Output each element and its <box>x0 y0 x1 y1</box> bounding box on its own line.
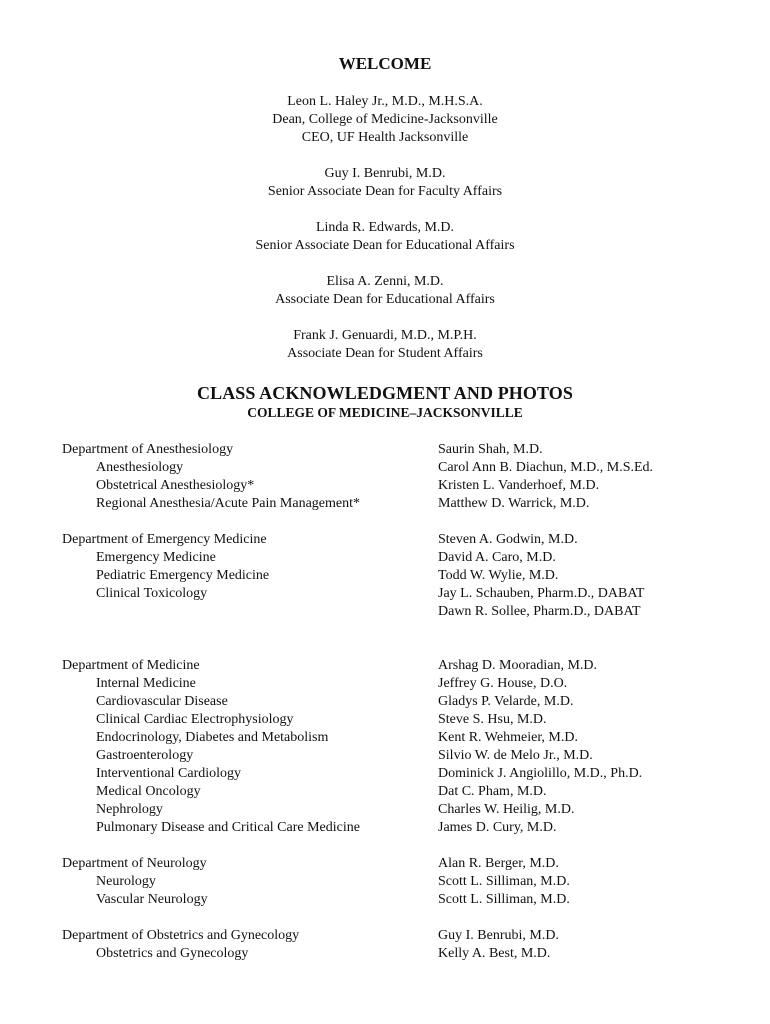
table-row <box>62 927 762 945</box>
section-subtitle: COLLEGE OF MEDICINE–JACKSONVILLE <box>247 405 523 420</box>
officer-block <box>0 165 770 201</box>
division-director: Matthew D. Warrick, M.D. <box>438 496 590 511</box>
table-row <box>62 729 762 747</box>
division-name: Obstetrics and Gynecology <box>96 946 249 961</box>
division-name: Endocrinology, Diabetes and Metabolism <box>96 730 329 745</box>
division-name: Anesthesiology <box>96 460 184 475</box>
division-director: David A. Caro, M.D. <box>438 550 556 565</box>
department-name: Department of Medicine <box>62 658 200 673</box>
division-name: Medical Oncology <box>96 784 201 799</box>
table-row <box>62 495 762 513</box>
department-chair: Guy I. Benrubi, M.D. <box>438 928 559 943</box>
table-row <box>62 585 762 603</box>
officer-block <box>0 273 770 309</box>
table-row <box>62 873 762 891</box>
division-name: Clinical Toxicology <box>96 586 208 601</box>
division-director: Gladys P. Velarde, M.D. <box>438 694 574 709</box>
department-block <box>62 657 762 837</box>
table-row <box>62 657 762 675</box>
department-block <box>62 927 762 963</box>
division-name: Regional Anesthesia/Acute Pain Management* <box>96 496 360 511</box>
division-director: Kelly A. Best, M.D. <box>438 946 551 961</box>
department-chair: Arshag D. Mooradian, M.D. <box>438 658 598 673</box>
officer-name: Guy I. Benrubi, M.D. <box>324 166 446 181</box>
table-row <box>62 567 762 585</box>
division-name: Gastroenterology <box>96 748 194 763</box>
division-director: James D. Cury, M.D. <box>438 820 557 835</box>
officer-title: Senior Associate Dean for Educational Affairs <box>255 238 515 253</box>
division-director: Silvio W. de Melo Jr., M.D. <box>438 748 593 763</box>
division-director: Carol Ann B. Diachun, M.D., M.S.Ed. <box>438 460 654 475</box>
division-director: Kristen L. Vanderhoef, M.D. <box>438 478 600 493</box>
division-name: Emergency Medicine <box>96 550 216 565</box>
table-row <box>62 459 762 477</box>
department-list <box>62 441 762 981</box>
division-name: Pulmonary Disease and Critical Care Medicine <box>96 820 360 835</box>
department-chair: Alan R. Berger, M.D. <box>438 856 559 871</box>
division-name: Internal Medicine <box>96 676 196 691</box>
department-chair: Steven A. Godwin, M.D. <box>438 532 578 547</box>
officer-name: Linda R. Edwards, M.D. <box>315 220 455 235</box>
department-block <box>62 441 762 513</box>
spacer <box>62 621 762 639</box>
welcome-title: WELCOME <box>338 54 432 73</box>
officer-name: Leon L. Haley Jr., M.D., M.H.S.A. <box>287 94 483 109</box>
officer-title: Dean, College of Medicine-Jacksonville <box>272 112 498 127</box>
division-name: Obstetrical Anesthesiology* <box>96 478 255 493</box>
table-row <box>62 711 762 729</box>
division-director: Scott L. Silliman, M.D. <box>438 874 570 889</box>
table-row <box>62 945 762 963</box>
division-director: Steve S. Hsu, M.D. <box>438 712 547 727</box>
officer-list <box>0 93 770 381</box>
department-block <box>62 531 762 639</box>
division-director: Charles W. Heilig, M.D. <box>438 802 575 817</box>
department-name: Department of Emergency Medicine <box>62 532 267 547</box>
division-director: Dat C. Pham, M.D. <box>438 784 547 799</box>
officer-name: Frank J. Genuardi, M.D., M.P.H. <box>293 328 477 343</box>
division-director: Scott L. Silliman, M.D. <box>438 892 570 907</box>
department-name: Department of Neurology <box>62 856 207 871</box>
table-row <box>62 891 762 909</box>
officer-name: Elisa A. Zenni, M.D. <box>326 274 444 289</box>
table-row <box>62 801 762 819</box>
section-title: CLASS ACKNOWLEDGMENT AND PHOTOS <box>196 383 573 403</box>
table-row <box>62 675 762 693</box>
table-row <box>62 747 762 765</box>
table-row <box>62 441 762 459</box>
division-director: Kent R. Wehmeier, M.D. <box>438 730 578 745</box>
department-name: Department of Obstetrics and Gynecology <box>62 928 300 943</box>
division-director: Todd W. Wylie, M.D. <box>438 568 559 583</box>
table-row <box>62 549 762 567</box>
division-name: Interventional Cardiology <box>96 766 242 781</box>
division-name: Neurology <box>96 874 156 889</box>
department-chair: Saurin Shah, M.D. <box>438 442 543 457</box>
officer-title: CEO, UF Health Jacksonville <box>301 130 469 145</box>
division-name: Pediatric Emergency Medicine <box>96 568 270 583</box>
officer-block <box>0 327 770 363</box>
division-name: Nephrology <box>96 802 163 817</box>
officer-title: Associate Dean for Student Affairs <box>287 346 483 361</box>
division-director: Dawn R. Sollee, Pharm.D., DABAT <box>438 604 641 619</box>
division-director: Jay L. Schauben, Pharm.D., DABAT <box>438 586 645 601</box>
department-name: Department of Anesthesiology <box>62 442 234 457</box>
table-row <box>62 531 762 549</box>
division-name: Vascular Neurology <box>96 892 208 907</box>
department-block <box>62 855 762 909</box>
table-row <box>62 855 762 873</box>
division-name: Cardiovascular Disease <box>96 694 228 709</box>
table-row <box>62 765 762 783</box>
officer-title: Associate Dean for Educational Affairs <box>275 292 495 307</box>
officer-block <box>0 219 770 255</box>
officer-block <box>0 93 770 147</box>
table-row <box>62 693 762 711</box>
officer-title: Senior Associate Dean for Faculty Affairs <box>267 184 503 199</box>
table-row <box>62 819 762 837</box>
division-director: Dominick J. Angiolillo, M.D., Ph.D. <box>438 766 643 781</box>
division-director: Jeffrey G. House, D.O. <box>438 676 568 691</box>
table-row <box>62 783 762 801</box>
division-name: Clinical Cardiac Electrophysiology <box>96 712 294 727</box>
table-row <box>62 603 762 621</box>
table-row <box>62 477 762 495</box>
division-name <box>62 603 438 621</box>
